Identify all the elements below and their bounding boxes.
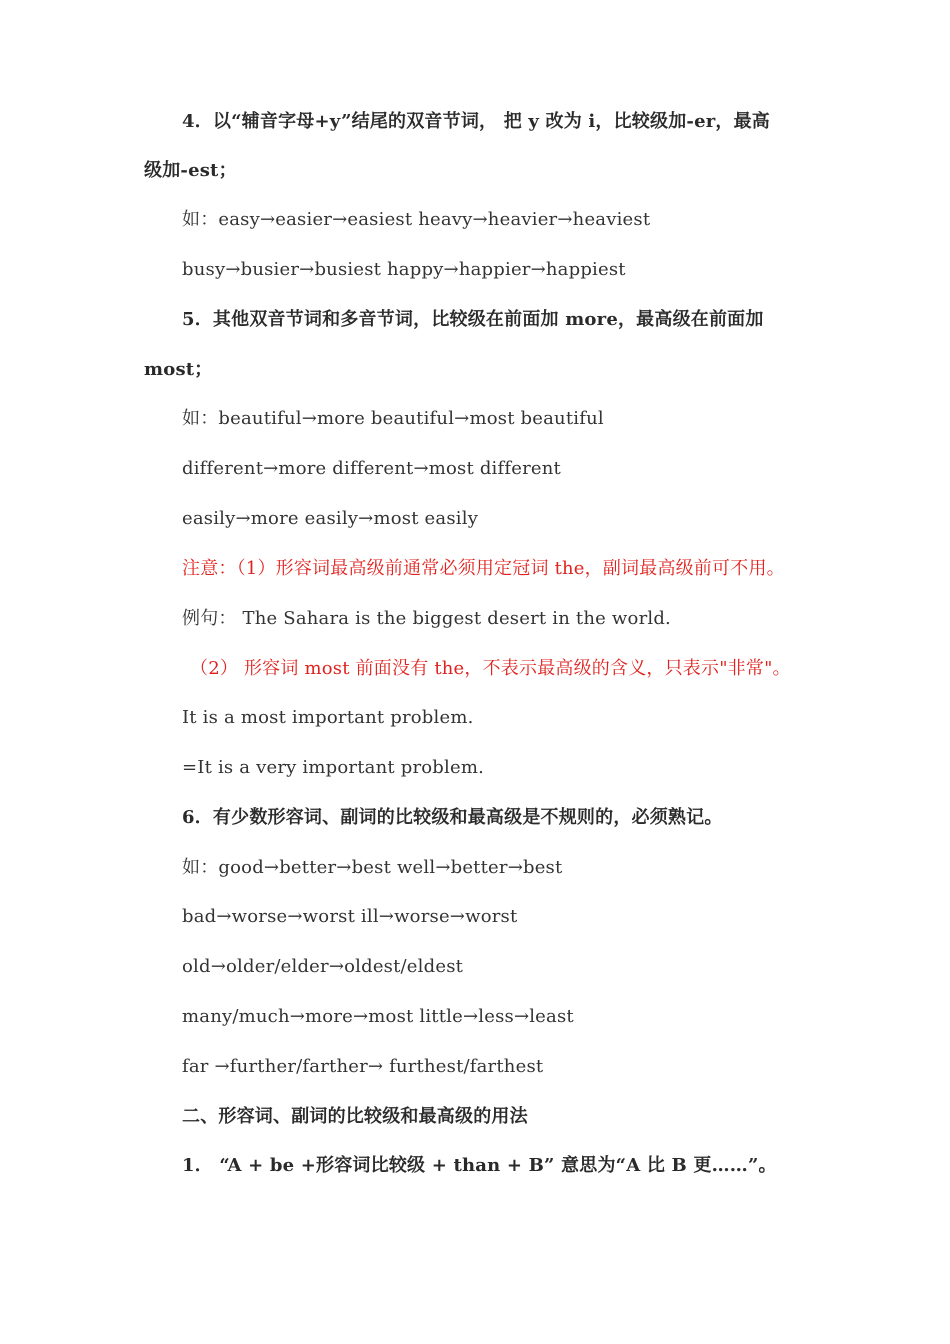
example-line: old→older/elder→oldest/eldest [182,956,464,977]
example-line: 如：good→better→best well→better→best [182,857,563,878]
example-line: busy→busier→busiest happy→happier→happiest [182,259,626,280]
example-line: 如：beautiful→more beautiful→most beautiful [182,408,604,429]
note-2: （2） 形容词 most 前面没有 the，不表示最高级的含义，只表示"非常"。 [190,658,791,679]
rule-5-heading: 5．其他双音节词和多音节词，比较级在前面加 more，最高级在前面加 [182,309,764,330]
example-sentence: It is a most important problem. [182,707,474,728]
example-sentence: 例句： The Sahara is the biggest desert in the world. [182,608,671,629]
example-line: easily→more easily→most easily [182,508,479,529]
example-line: many/much→more→most little→less→least [182,1006,574,1027]
section-2-heading: 二、形容词、副词的比较级和最高级的用法 [182,1106,528,1127]
usage-1-heading: 1． “A + be +形容词比较级 + than + B” 意思为“A 比 B 更……”。 [182,1155,777,1176]
example-line: bad→worse→worst ill→worse→worst [182,906,518,927]
note-1: 注意：（1）形容词最高级前通常必须用定冠词 the，副词最高级前可不用。 [182,558,785,579]
example-line: different→more different→most different [182,458,561,479]
example-line: 如：easy→easier→easiest heavy→heavier→heaviest [182,209,651,230]
rule-4-heading-continued: 级加-est； [144,160,237,181]
rule-4-heading: 4．以“辅音字母+y”结尾的双音节词， 把 y 改为 i，比较级加-er，最高 [182,111,770,132]
example-line: far →further/farther→ furthest/farthest [182,1056,544,1077]
rule-6-heading: 6．有少数形容词、副词的比较级和最高级是不规则的，必须熟记。 [182,807,723,828]
example-sentence: =It is a very important problem. [182,757,485,778]
rule-5-heading-continued: most； [144,359,213,380]
